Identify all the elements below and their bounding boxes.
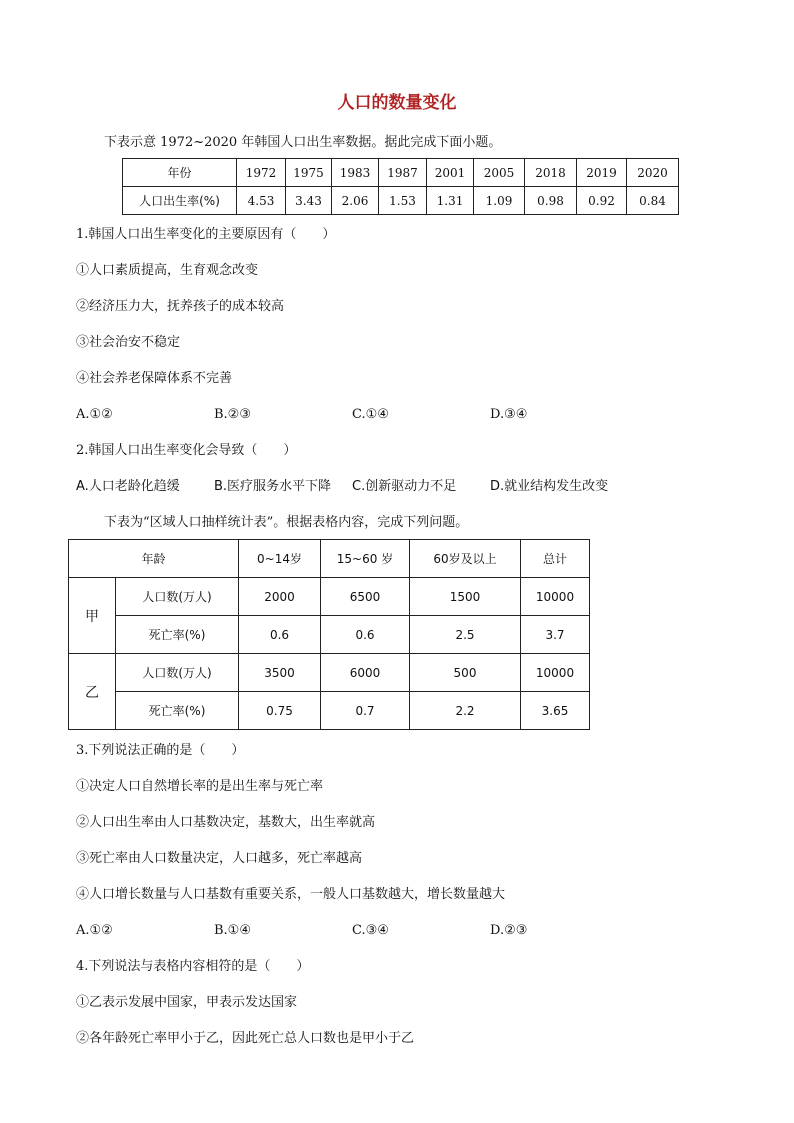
intro-table1: 下表示意 1972~2020 年韩国人口出生率数据。据此完成下面小题。: [104, 135, 502, 150]
question-1-option-a[interactable]: A.①②: [76, 407, 113, 422]
question-3-option-c[interactable]: C.③④: [352, 923, 389, 938]
question-3-option-b[interactable]: B.①④: [214, 923, 251, 938]
table-row: [69, 654, 590, 692]
question-2-stem: 2.韩国人口出生率变化会导致（ ）: [76, 443, 297, 458]
question-1-option-b[interactable]: B.②③: [214, 407, 251, 422]
table-cell: 2000: [239, 578, 321, 616]
table-header-cell: 年份: [123, 159, 237, 187]
year-cell: 1983: [332, 159, 379, 187]
intro-table2: 下表为“区域人口抽样统计表”。根据表格内容，完成下列问题。: [104, 515, 469, 530]
table-row: [69, 616, 590, 654]
row-label: 人口数(万人): [116, 654, 239, 692]
table-cell: 1500: [410, 578, 521, 616]
question-1-stem: 1.韩国人口出生率变化的主要原因有（ ）: [76, 227, 336, 242]
row-label: 人口数(万人): [116, 578, 239, 616]
year-cell: 2018: [525, 159, 577, 187]
table-header-cell: 15~60 岁: [321, 540, 410, 578]
question-3-option-d[interactable]: D.②③: [490, 923, 528, 938]
table-row: [69, 578, 590, 616]
table-cell: 0.6: [321, 616, 410, 654]
rate-cell: 1.09: [474, 187, 525, 215]
year-cell: 1975: [286, 159, 332, 187]
question-4-item: ①乙表示发展中国家，甲表示发达国家: [76, 995, 298, 1010]
rate-cell: 2.06: [332, 187, 379, 215]
question-2-option-b[interactable]: B.医疗服务水平下降: [214, 479, 332, 494]
table-cell: 0.6: [239, 616, 321, 654]
table-header-cell: 60岁及以上: [410, 540, 521, 578]
birth-rate-table: [122, 158, 679, 215]
question-3-stem: 3.下列说法正确的是（ ）: [76, 743, 245, 758]
rate-cell: 4.53: [237, 187, 286, 215]
question-2-option-c[interactable]: C.创新驱动力不足: [352, 479, 457, 494]
row-label: 死亡率(%): [116, 692, 239, 730]
question-4-item: ②各年龄死亡率甲小于乙，因此死亡总人口数也是甲小于乙: [76, 1031, 415, 1046]
year-cell: 1987: [379, 159, 427, 187]
table-row: [69, 692, 590, 730]
question-3-item: ③死亡率由人口数量决定，人口越多，死亡率越高: [76, 851, 363, 866]
question-3-option-a[interactable]: A.①②: [76, 923, 113, 938]
year-cell: 1972: [237, 159, 286, 187]
year-cell: 2001: [427, 159, 474, 187]
table-cell: 10000: [521, 578, 590, 616]
question-4-stem: 4.下列说法与表格内容相符的是（ ）: [76, 959, 310, 974]
question-1-option-c[interactable]: C.①④: [352, 407, 389, 422]
table-header-cell: 总计: [521, 540, 590, 578]
population-sample-table: [68, 539, 590, 730]
question-1-option-d[interactable]: D.③④: [490, 407, 528, 422]
rate-cell: 0.92: [577, 187, 627, 215]
rate-cell: 1.31: [427, 187, 474, 215]
question-1-item: ①人口素质提高，生育观念改变: [76, 263, 259, 278]
question-3-item: ①决定人口自然增长率的是出生率与死亡率: [76, 779, 324, 794]
table-cell: 2.2: [410, 692, 521, 730]
table-row: [69, 540, 590, 578]
row-label: 死亡率(%): [116, 616, 239, 654]
page-title: 人口的数量变化: [337, 93, 457, 113]
rate-cell: 0.84: [627, 187, 679, 215]
rate-cell: 1.53: [379, 187, 427, 215]
table-cell: 0.7: [321, 692, 410, 730]
year-cell: 2020: [627, 159, 679, 187]
rate-cell: 0.98: [525, 187, 577, 215]
year-cell: 2005: [474, 159, 525, 187]
table-header-cell: 0~14岁: [239, 540, 321, 578]
table-header-cell: 年龄: [69, 540, 239, 578]
question-3-item: ④人口增长数量与人口基数有重要关系，一般人口基数越大，增长数量越大: [76, 887, 506, 902]
question-1-item: ④社会养老保障体系不完善: [76, 371, 233, 386]
question-3-item: ②人口出生率由人口基数决定，基数大，出生率就高: [76, 815, 376, 830]
question-2-option-d[interactable]: D.就业结构发生改变: [490, 479, 609, 494]
question-1-item: ②经济压力大，抚养孩子的成本较高: [76, 299, 285, 314]
table-cell: 2.5: [410, 616, 521, 654]
year-cell: 2019: [577, 159, 627, 187]
table-row: [123, 187, 679, 215]
question-2-option-a[interactable]: A.人口老龄化趋缓: [76, 479, 180, 494]
table-cell: 6000: [321, 654, 410, 692]
group-label: 甲: [69, 578, 116, 654]
table-cell: 6500: [321, 578, 410, 616]
group-label: 乙: [69, 654, 116, 730]
table-cell: 3.7: [521, 616, 590, 654]
table-cell: 3.65: [521, 692, 590, 730]
table-cell: 10000: [521, 654, 590, 692]
table-cell: 3500: [239, 654, 321, 692]
table-cell: 0.75: [239, 692, 321, 730]
table-header-cell: 人口出生率(%): [123, 187, 237, 215]
question-1-item: ③社会治安不稳定: [76, 335, 181, 350]
table-row: [123, 159, 679, 187]
table-cell: 500: [410, 654, 521, 692]
rate-cell: 3.43: [286, 187, 332, 215]
